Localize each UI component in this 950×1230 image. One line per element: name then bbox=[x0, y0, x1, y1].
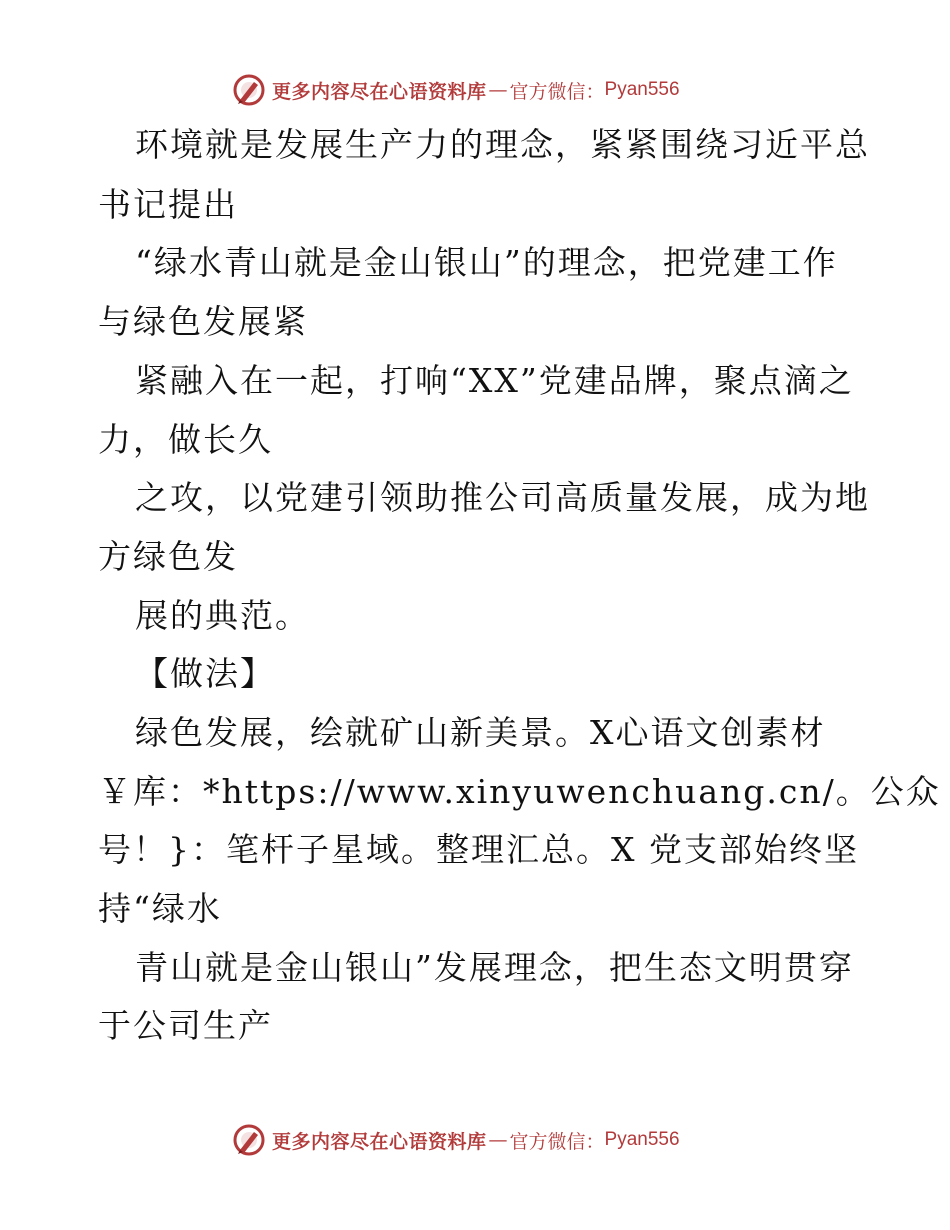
body-line: 号！}：笔杆子星域。整理汇总。X 党支部始终坚 bbox=[98, 830, 859, 869]
pen-logo-icon bbox=[232, 73, 266, 107]
banner-wechat-label: 官方微信： bbox=[509, 1130, 605, 1153]
body-line: 绿色发展，绘就矿山新美景。X心语文创素材 bbox=[135, 713, 826, 752]
body-line: 方绿色发 bbox=[98, 537, 238, 576]
banner-dash: — bbox=[488, 79, 508, 101]
banner-dash: — bbox=[488, 1129, 508, 1151]
header-banner bbox=[232, 70, 752, 110]
banner-wechat-label: 官方微信： bbox=[509, 80, 605, 103]
banner-title: 更多内容尽在心语资料库 bbox=[272, 1130, 487, 1153]
pen-logo-icon bbox=[232, 1123, 266, 1157]
body-line: 紧融入在一起，打响“XX”党建品牌，聚点滴之 bbox=[135, 361, 854, 400]
banner-title: 更多内容尽在心语资料库 bbox=[272, 80, 487, 103]
banner-wechat-id: Pyan556 bbox=[604, 79, 680, 100]
banner-wechat-id: Pyan556 bbox=[604, 1129, 680, 1150]
body-line: 展的典范。 bbox=[135, 596, 310, 635]
body-line: “绿水青山就是金山银山”的理念，把党建工作 bbox=[135, 243, 838, 282]
section-heading: 【做法】 bbox=[135, 654, 275, 693]
body-line: 持“绿水 bbox=[98, 889, 222, 928]
body-line: 之攻，以党建引领助推公司高质量发展，成为地 bbox=[135, 478, 870, 517]
body-line-url: ￥库：*https://www.xinyuwenchuang.cn/。公众 bbox=[98, 772, 941, 811]
body-line: 力，做长久 bbox=[98, 420, 273, 459]
body-line: 书记提出 bbox=[98, 185, 238, 224]
body-line: 环境就是发展生产力的理念，紧紧围绕习近平总 bbox=[135, 125, 870, 164]
body-line: 青山就是金山银山”发展理念，把生态文明贯穿 bbox=[135, 948, 854, 987]
body-line: 于公司生产 bbox=[98, 1006, 273, 1045]
body-line: 与绿色发展紧 bbox=[98, 302, 308, 341]
footer-banner bbox=[232, 1120, 752, 1160]
